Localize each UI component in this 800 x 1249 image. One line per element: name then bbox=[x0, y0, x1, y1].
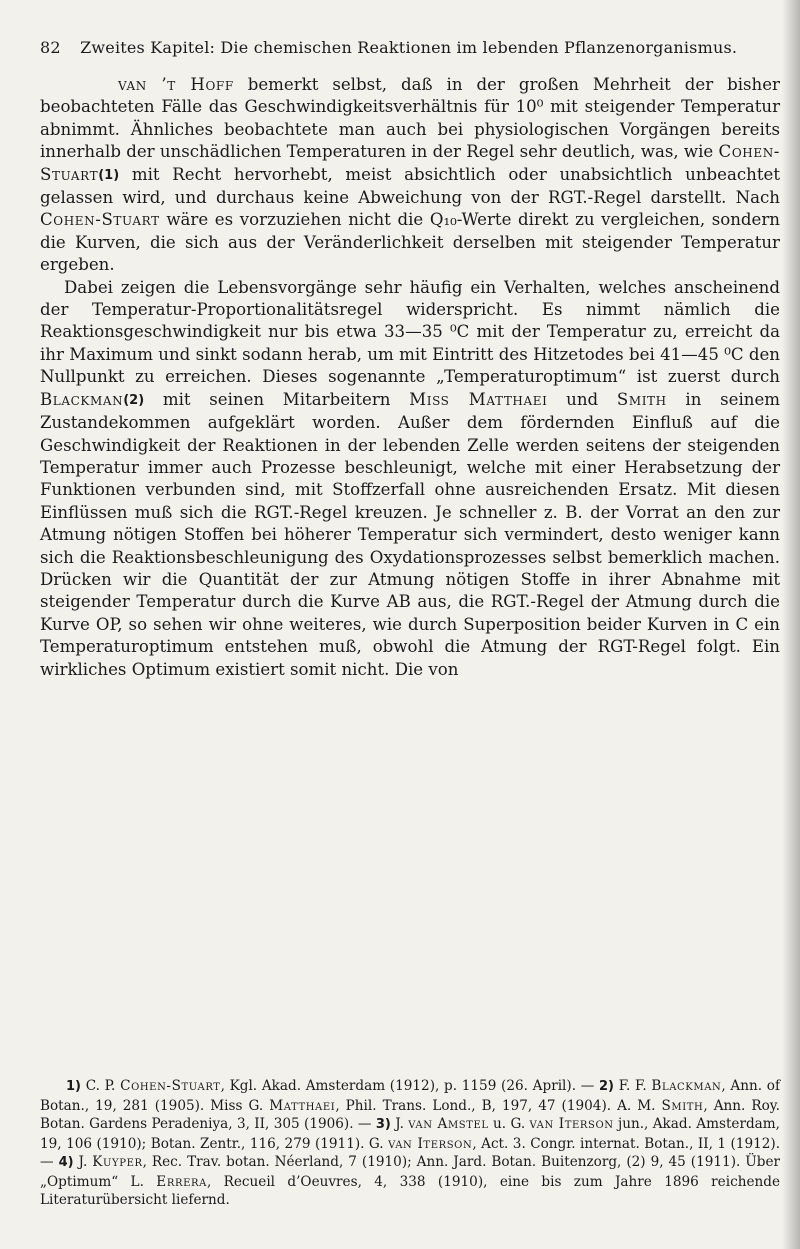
author-name: Kuyper bbox=[92, 1154, 143, 1170]
running-title: Zweites Kapitel: Die chemischen Reaktionen im lebenden Pflanzenorganismus. bbox=[80, 38, 738, 57]
text-run: , Ann. Roy. Botan. Gardens Peradeniya, 3, II, 305 (1906). — bbox=[40, 1097, 780, 1132]
page-number: 82 bbox=[40, 38, 61, 57]
text-run: , Rec. Trav. botan. Néerland, 7 (1910); Ann. Jard. Botan. Buitenzorg, (2) 9, 45 (1911). Über „Optimum“ L. bbox=[40, 1154, 780, 1190]
author-name: Blackman bbox=[651, 1078, 722, 1094]
text-run: u. G. bbox=[488, 1116, 530, 1132]
text-run: , Recueil d’Oeuvres, 4, 338 (1910), eine bis zum Jahre 1896 reichende Literaturübersicht liefernd. bbox=[40, 1173, 780, 1208]
author-name: Miss Matthaei bbox=[409, 389, 548, 409]
text-run: , Ann. of Botan., 19, 281 (1905). Miss G. bbox=[40, 1078, 780, 1114]
author-name: van Iterson bbox=[388, 1135, 473, 1152]
text-run: C. P. bbox=[81, 1078, 121, 1094]
text-run: bemerkt selbst, daß in der großen Mehrheit der bisher beobachteten Fälle das Geschwindigkeitsverhältnis für 10⁰ mit steigender Temperatur abnimmt. Ähnliches beobachtete man auch bei physiologischen Vorgängen bereits innerhalb der unschädlichen Temperaturen in der Regel sehr deutlich, was, wie bbox=[40, 75, 780, 162]
text-run: und bbox=[547, 389, 617, 409]
text-run: , Act. 3. Congr. internat. Botan., II, 1 (1912). — bbox=[40, 1135, 781, 1170]
author-name: Cohen-Stuart bbox=[40, 210, 160, 230]
main-text bbox=[40, 74, 780, 681]
footnote-number: 1) bbox=[66, 1079, 81, 1094]
text-run: in seinem Zustandekommen aufgeklärt worden. Außer dem fördernden Einfluß auf die Geschwindigkeit der Reaktionen in der lebenden Zelle werden seitens der steigenden Temperatur immer auch Prozesse beschleunigt, welche mit einer Herabsetzung der Funktionen verbunden sind, mit Stoffzerfall ohne ausreichenden Ersatz. Mit diesen Einflüssen muß sich die RGT.-Regel kreuzen. Je schneller z. B. der Vorrat an den zur Atmung nötigen Stoffen bei höherer Temperatur sich vermindert, desto weniger kann sich die Reaktionsbeschleunigung des Oxydationsprozesses selbst bemerklich machen. Drücken wir die Quantität der zur Atmung nötigen Stoffe in ihrer Abnahme mit steigender Temperatur durch die Kurve AB aus, die RGT.-Regel der Atmung durch die Kurve OP, so sehen wir ohne weiteres, wie durch Superposition beider Kurven in C ein Temperaturoptimum entstehen muß, obwohl die Atmung der RGT-Regel folgt. Ein wirkliches Optimum existiert somit nicht. Die von bbox=[40, 389, 780, 679]
footnote-number: 3) bbox=[375, 1117, 391, 1132]
text-run: wäre es vorzuziehen nicht die Q₁₀-Werte direkt zu vergleichen, sondern die Kurven, die sich aus der Veränderlichkeit derselben mit steigender Temperatur ergeben. bbox=[40, 210, 780, 275]
footnote-number: 4) bbox=[58, 1155, 74, 1170]
text-run: F. F. bbox=[614, 1078, 652, 1094]
footnote-number: 2) bbox=[599, 1079, 615, 1094]
paragraph-1 bbox=[40, 74, 780, 277]
author-name: Matthaei bbox=[269, 1097, 336, 1114]
text-run: jun., Akad. Amsterdam, 19, 106 (1910); Botan. Zentr., 116, 279 (1911). G. bbox=[40, 1116, 780, 1152]
author-name: Cohen-Stuart bbox=[120, 1078, 221, 1094]
author-name: van Amstel bbox=[408, 1116, 489, 1132]
author-name: Smith bbox=[616, 389, 667, 409]
author-name: van Iterson bbox=[529, 1116, 614, 1132]
author-name: van ’t Hoff bbox=[118, 75, 234, 94]
text-run: Dabei zeigen die Lebensvorgänge sehr häufig ein Verhalten, welches anscheinend der Temperatur-Proportionalitätsregel widerspricht. Es nimmt nämlich die Reaktionsgeschwindigkeit nur bis etwa 33—35 ⁰C mit der Temperatur zu, erreicht da ihr Maximum und sinkt sodann herab, um mit Eintritt des Hitzetodes bei 41—45 ⁰C den Nullpunkt zu erreichen. Dieses sogenannte „Temperaturoptimum“ ist zuerst durch bbox=[40, 277, 780, 387]
text-run: , Kgl. Akad. Amsterdam (1912), p. 1159 (26. April). — bbox=[220, 1078, 600, 1094]
text-run: J. bbox=[73, 1154, 93, 1170]
text-run: mit seinen Mitarbeitern bbox=[144, 389, 410, 409]
text-run: mit Recht hervorhebt, meist absichtlich oder unabsichtlich unbeachtet gelassen wird, und durchaus keine Abweichung von der RGT.-Regel darstellt. Nach bbox=[40, 164, 780, 208]
author-name: Smith bbox=[661, 1097, 704, 1114]
footnotes bbox=[40, 1077, 780, 1210]
footnote-ref-2: (2) bbox=[123, 392, 145, 408]
author-name: Blackman bbox=[40, 389, 124, 409]
footnote-ref-1: (1) bbox=[98, 167, 120, 183]
author-name: Cohen-Stuart bbox=[40, 142, 780, 184]
page-edge-shadow bbox=[782, 0, 800, 1249]
author-name: Errera bbox=[156, 1173, 207, 1190]
running-header bbox=[40, 38, 785, 57]
text-run: J. bbox=[390, 1116, 409, 1132]
footnote-block bbox=[40, 1077, 780, 1210]
paragraph-2 bbox=[40, 277, 780, 681]
text-run: , Phil. Trans. Lond., B, 197, 47 (1904). A. M. bbox=[335, 1097, 662, 1114]
